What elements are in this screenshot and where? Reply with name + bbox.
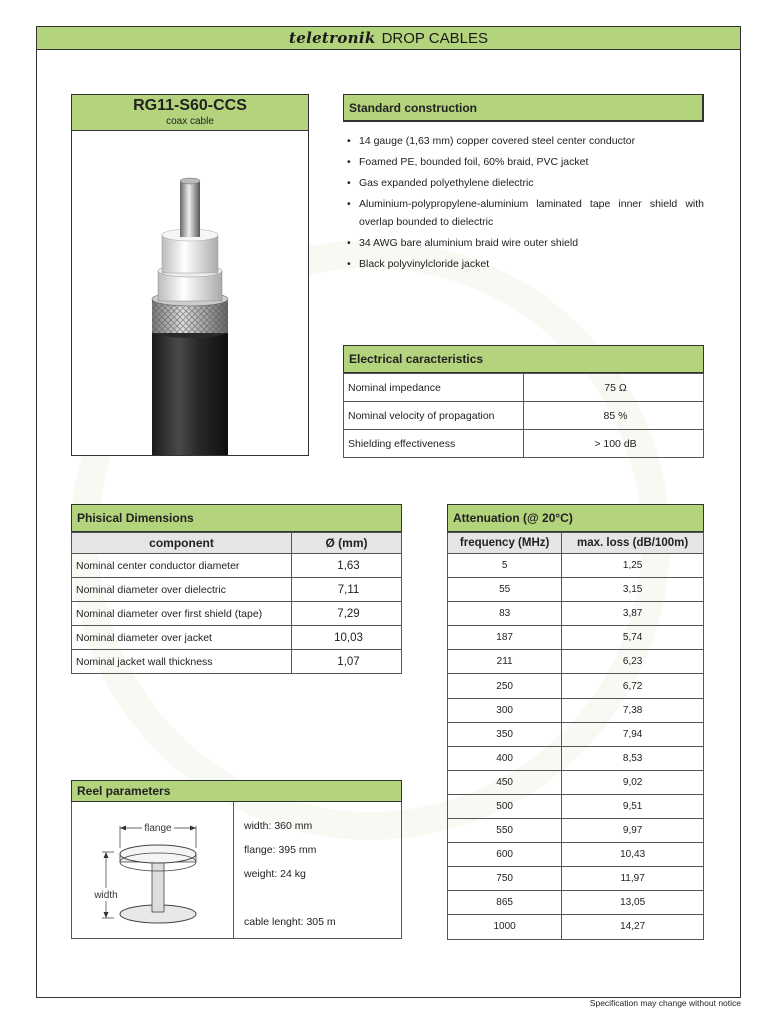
table-row (448, 722, 704, 746)
frequency-cell: 550 (448, 819, 562, 843)
frequency-cell: 211 (448, 650, 562, 674)
footnote: Specification may change without notice (589, 998, 741, 1008)
loss-cell: 3,87 (562, 602, 704, 626)
table-header-row (72, 533, 402, 554)
product-name: RG11-S60-CCS (133, 97, 247, 114)
table-row (448, 915, 704, 939)
table-row (448, 650, 704, 674)
loss-cell: 8,53 (562, 746, 704, 770)
row-value: 75 Ω (524, 374, 704, 402)
table-row (448, 843, 704, 867)
table-row (448, 626, 704, 650)
column-header: component (72, 533, 292, 554)
list-item: • Aluminium-polypropylene-aluminium laminated tape inner shield with overlap bounded to dielectric (347, 195, 704, 231)
banner-title: DROP CABLES (381, 30, 488, 47)
loss-cell: 9,02 (562, 770, 704, 794)
column-header: frequency (MHz) (448, 533, 562, 554)
row-value: > 100 dB (524, 430, 704, 458)
row-label: Nominal jacket wall thickness (72, 650, 292, 674)
loss-cell: 7,94 (562, 722, 704, 746)
table-row (448, 554, 704, 578)
loss-cell: 14,27 (562, 915, 704, 939)
table-row (344, 430, 704, 458)
flange-label: flange (144, 823, 172, 834)
width-label: width (94, 890, 118, 901)
table-row (448, 578, 704, 602)
coax-cable-image (72, 131, 308, 455)
attenuation-section (447, 504, 704, 940)
electrical-title: Electrical caracteristics (343, 345, 704, 373)
reel-parameters-section (71, 780, 402, 939)
row-value: 7,29 (292, 602, 402, 626)
loss-cell: 6,72 (562, 674, 704, 698)
reel-cable-length: cable lenght: 305 m (244, 916, 336, 928)
row-label: Nominal diameter over dielectric (72, 578, 292, 602)
frequency-cell: 83 (448, 602, 562, 626)
row-value: 1,63 (292, 554, 402, 578)
table-row (344, 402, 704, 430)
row-value: 85 % (524, 402, 704, 430)
loss-cell: 13,05 (562, 891, 704, 915)
frequency-cell: 300 (448, 698, 562, 722)
row-value: 7,11 (292, 578, 402, 602)
reel-parameters-body (71, 802, 402, 939)
electrical-table (343, 373, 704, 458)
loss-cell: 10,43 (562, 843, 704, 867)
physical-dimensions-section (71, 504, 402, 674)
column-header: max. loss (dB/100m) (562, 533, 704, 554)
physical-dimensions-table (71, 532, 402, 674)
loss-cell: 5,74 (562, 626, 704, 650)
table-row (344, 374, 704, 402)
product-box (71, 94, 309, 456)
reel-diagram (72, 802, 234, 938)
brand-logo: teletronik (289, 29, 376, 47)
loss-cell: 6,23 (562, 650, 704, 674)
frequency-cell: 865 (448, 891, 562, 915)
frequency-cell: 500 (448, 794, 562, 818)
list-item: • Gas expanded polyethylene dielectric (347, 174, 704, 192)
table-row (72, 650, 402, 674)
loss-cell: 11,97 (562, 867, 704, 891)
table-row (72, 578, 402, 602)
reel-drawing (72, 802, 232, 938)
table-row (448, 674, 704, 698)
list-item: • 14 gauge (1,63 mm) copper covered steel center conductor (347, 132, 704, 150)
frequency-cell: 450 (448, 770, 562, 794)
reel-weight: weight: 24 kg (244, 868, 306, 880)
reel-width: width: 360 mm (244, 820, 313, 832)
electrical-section (343, 345, 704, 458)
row-value: 1,07 (292, 650, 402, 674)
frequency-cell: 250 (448, 674, 562, 698)
product-header (72, 95, 308, 131)
frequency-cell: 350 (448, 722, 562, 746)
list-item: • Black polyvinylcloride jacket (347, 255, 704, 273)
table-row (448, 602, 704, 626)
frequency-cell: 5 (448, 554, 562, 578)
product-type: coax cable (166, 116, 214, 127)
construction-list (343, 132, 704, 273)
frequency-cell: 750 (448, 867, 562, 891)
frequency-cell: 400 (448, 746, 562, 770)
table-header-row (448, 533, 704, 554)
attenuation-title: Attenuation (@ 20°C) (447, 504, 704, 532)
loss-cell: 7,38 (562, 698, 704, 722)
table-row (448, 770, 704, 794)
frequency-cell: 55 (448, 578, 562, 602)
reel-flange: flange: 395 mm (244, 844, 317, 856)
frequency-cell: 187 (448, 626, 562, 650)
frequency-cell: 600 (448, 843, 562, 867)
reel-values (234, 802, 401, 938)
row-label: Nominal diameter over jacket (72, 626, 292, 650)
table-row (72, 554, 402, 578)
standard-construction-title: Standard construction (343, 94, 704, 122)
loss-cell: 9,97 (562, 819, 704, 843)
table-row (448, 794, 704, 818)
row-label: Nominal velocity of propagation (344, 402, 524, 430)
page-banner (36, 26, 741, 50)
row-label: Nominal diameter over first shield (tape) (72, 602, 292, 626)
list-item: • Foamed PE, bounded foil, 60% braid, PVC jacket (347, 153, 704, 171)
reel-parameters-title: Reel parameters (71, 780, 402, 802)
table-row (72, 602, 402, 626)
row-label: Nominal center conductor diameter (72, 554, 292, 578)
row-value: 10,03 (292, 626, 402, 650)
attenuation-table (447, 532, 704, 940)
table-row (448, 891, 704, 915)
physical-dimensions-title: Phisical Dimensions (71, 504, 402, 532)
row-label: Nominal impedance (344, 374, 524, 402)
cable-illustration (72, 131, 308, 455)
frequency-cell: 1000 (448, 915, 562, 939)
table-row (448, 698, 704, 722)
table-row (448, 746, 704, 770)
table-row (448, 867, 704, 891)
loss-cell: 1,25 (562, 554, 704, 578)
loss-cell: 9,51 (562, 794, 704, 818)
loss-cell: 3,15 (562, 578, 704, 602)
table-row (72, 626, 402, 650)
table-row (448, 819, 704, 843)
row-label: Shielding effectiveness (344, 430, 524, 458)
list-item: • 34 AWG bare aluminium braid wire outer shield (347, 234, 704, 252)
standard-construction-section (343, 94, 704, 276)
column-header: Ø (mm) (292, 533, 402, 554)
